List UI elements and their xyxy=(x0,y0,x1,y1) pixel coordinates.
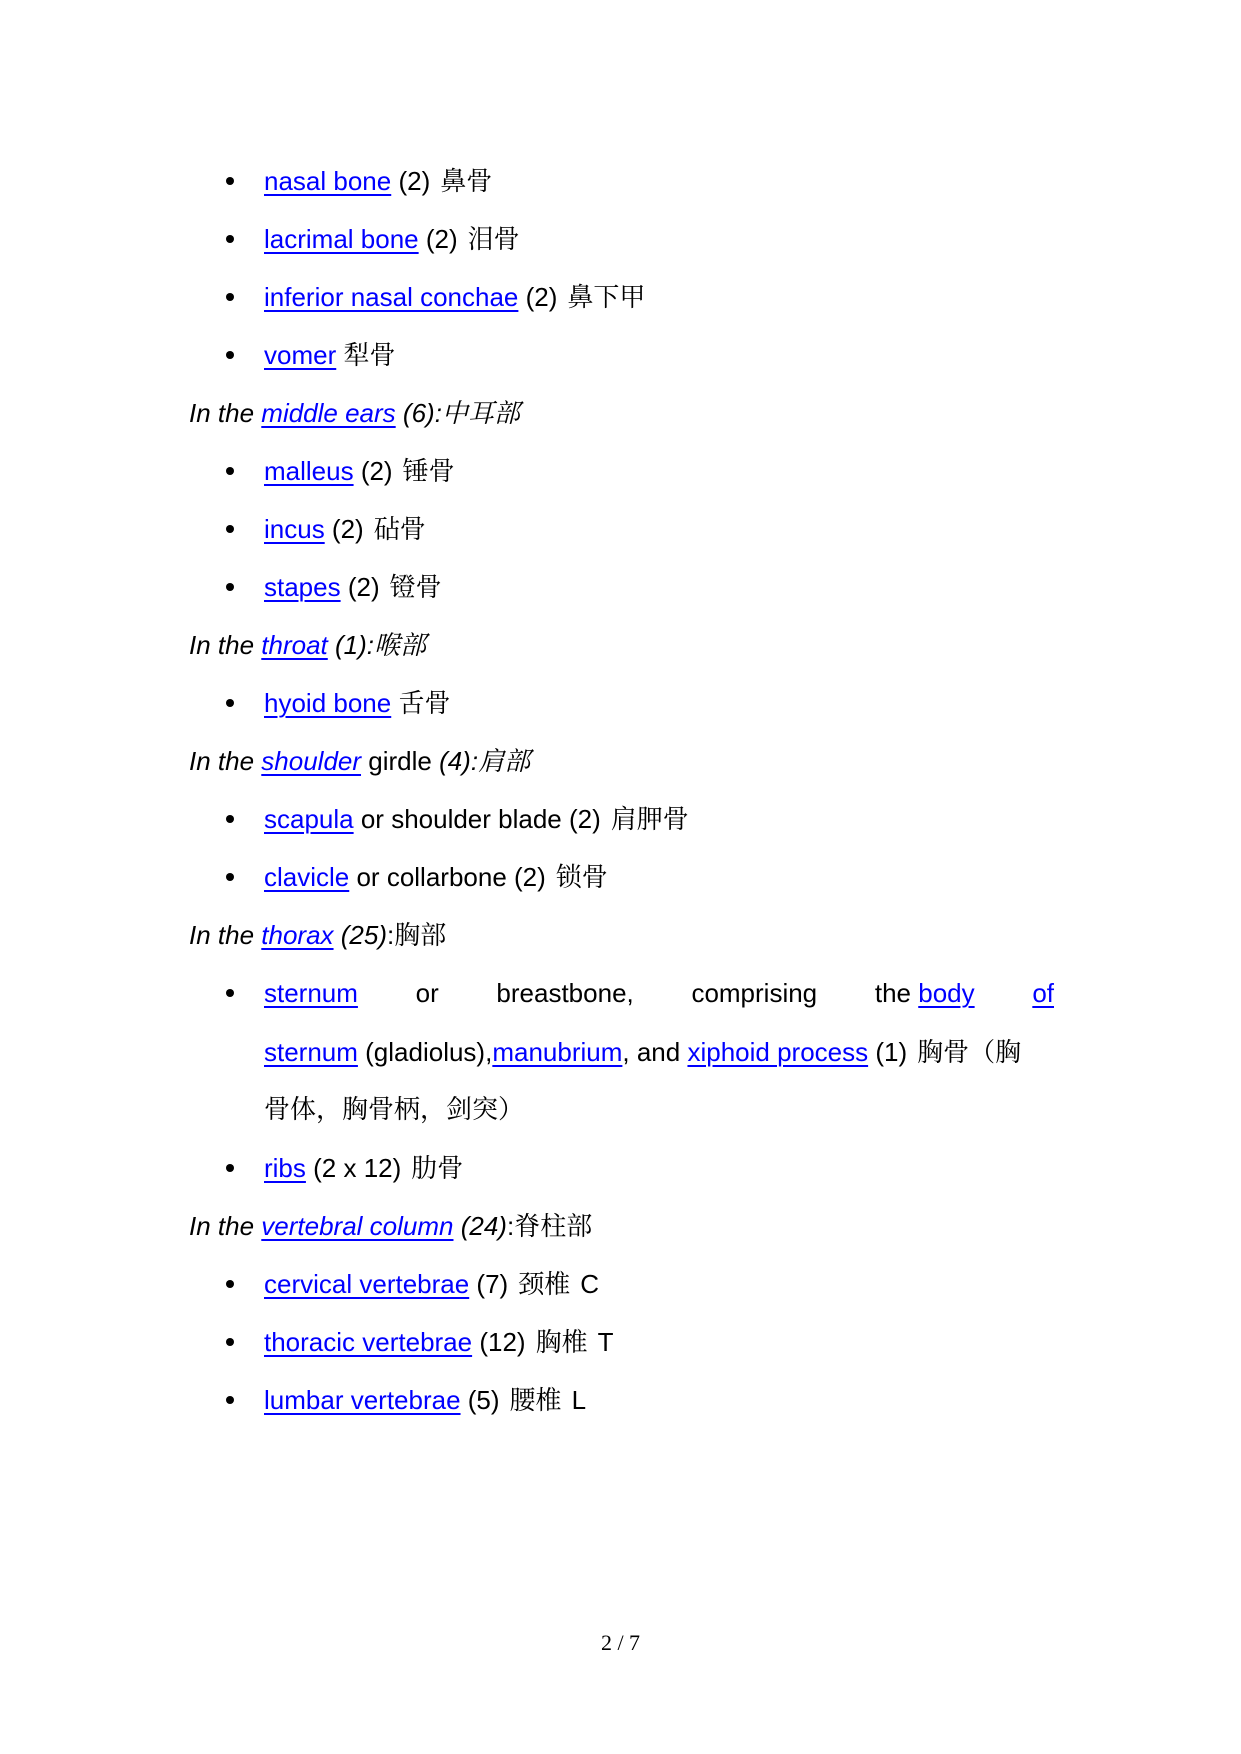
link-incus[interactable]: incus xyxy=(264,514,325,544)
heading-prefix: In the xyxy=(189,630,262,660)
item-chinese: 犁骨 xyxy=(343,341,396,371)
section-heading-throat xyxy=(189,628,426,663)
item-count: (5) xyxy=(460,1385,500,1415)
link-of[interactable]: of xyxy=(1032,978,1054,1008)
link-sternum-2[interactable]: sternum xyxy=(264,1037,358,1067)
link-stapes[interactable]: stapes xyxy=(264,572,341,602)
heading-chinese: 肩部 xyxy=(478,747,531,777)
bullet xyxy=(226,1396,234,1404)
item-abbr: T xyxy=(597,1327,614,1357)
item-count: (7) xyxy=(469,1269,509,1299)
page-number: 2 / 7 xyxy=(600,1630,641,1655)
link-body[interactable]: body xyxy=(918,978,975,1008)
list-item xyxy=(264,802,689,837)
item-count: (2) xyxy=(418,224,458,254)
link-inferior-nasal-conchae[interactable]: inferior nasal conchae xyxy=(264,282,519,312)
item-description: or shoulder blade (2) xyxy=(353,804,601,834)
list-item xyxy=(264,570,442,605)
heading-chinese: 中耳部 xyxy=(441,399,520,429)
list-item xyxy=(264,1151,463,1186)
link-vertebral-column[interactable]: vertebral column xyxy=(261,1211,454,1241)
word-the: the xyxy=(874,978,911,1008)
list-item xyxy=(264,860,608,895)
item-abbr: L xyxy=(571,1385,587,1415)
bullet xyxy=(226,177,234,185)
bullet xyxy=(226,583,234,591)
item-chinese: 肋骨 xyxy=(411,1154,464,1184)
link-nasal-bone[interactable]: nasal bone xyxy=(264,166,392,196)
item-count: (12) xyxy=(472,1327,526,1357)
heading-count: (1): xyxy=(327,630,375,660)
link-manubrium[interactable]: manubrium xyxy=(492,1037,623,1067)
item-chinese: 鼻骨 xyxy=(440,167,493,197)
heading-count: (25) xyxy=(333,920,388,950)
list-item xyxy=(264,164,492,199)
heading-girdle: girdle xyxy=(361,746,440,776)
bullet xyxy=(226,351,234,359)
sternum-continuation-2 xyxy=(264,1092,524,1127)
bullet xyxy=(226,699,234,707)
section-heading-shoulder xyxy=(189,744,530,779)
link-hyoid-bone[interactable]: hyoid bone xyxy=(264,688,392,718)
sternum-continuation xyxy=(264,1035,1021,1070)
link-cervical-vertebrae[interactable]: cervical vertebrae xyxy=(264,1269,470,1299)
item-abbr: C xyxy=(580,1269,599,1299)
heading-chinese: 胸部 xyxy=(394,921,447,951)
bullet xyxy=(226,235,234,243)
item-chinese: 泪骨 xyxy=(467,225,520,255)
list-item xyxy=(264,338,396,373)
link-sternum[interactable]: sternum xyxy=(264,978,358,1008)
heading-chinese: 脊柱部 xyxy=(514,1212,593,1242)
item-chinese: 锁骨 xyxy=(555,863,608,893)
bullet xyxy=(226,467,234,475)
bullet xyxy=(226,815,234,823)
heading-prefix: In the xyxy=(189,920,262,950)
item-count: (2) xyxy=(353,456,393,486)
item-chinese: 锤骨 xyxy=(402,457,455,487)
heading-prefix: In the xyxy=(189,746,262,776)
heading-chinese: 喉部 xyxy=(374,631,427,661)
list-item xyxy=(264,222,520,257)
link-throat[interactable]: throat xyxy=(261,630,328,660)
heading-colon: : xyxy=(506,1211,515,1241)
item-chinese: 颈椎 xyxy=(518,1270,571,1300)
link-shoulder[interactable]: shoulder xyxy=(261,746,362,776)
list-item xyxy=(264,1325,613,1360)
link-lumbar-vertebrae[interactable]: lumbar vertebrae xyxy=(264,1385,461,1415)
section-heading-thorax xyxy=(189,918,446,953)
item-count: (2) xyxy=(518,282,558,312)
heading-colon: : xyxy=(387,920,395,950)
link-lacrimal-bone[interactable]: lacrimal bone xyxy=(264,224,419,254)
bullet xyxy=(226,293,234,301)
link-xiphoid-process[interactable]: xiphoid process xyxy=(687,1037,869,1067)
bullet xyxy=(226,525,234,533)
word-or: or xyxy=(415,978,439,1008)
item-chinese: 舌骨 xyxy=(398,689,451,719)
word-breastbone: breastbone, xyxy=(496,978,634,1008)
item-chinese: 鼻下甲 xyxy=(567,283,646,313)
item-chinese-cont: 骨体，胸骨柄，剑突） xyxy=(264,1095,525,1125)
bullet xyxy=(226,1164,234,1172)
section-heading-middle-ears xyxy=(189,396,520,431)
link-clavicle[interactable]: clavicle xyxy=(264,862,350,892)
item-description: or collarbone (2) xyxy=(349,862,546,892)
item-count: (2) xyxy=(340,572,380,602)
bullet xyxy=(226,1280,234,1288)
section-heading-vertebral-column xyxy=(189,1209,592,1244)
list-item xyxy=(264,280,645,315)
link-middle-ears[interactable]: middle ears xyxy=(261,398,396,428)
heading-count: (6): xyxy=(395,398,442,428)
gladiolus-text: (gladiolus), xyxy=(357,1037,493,1067)
bullet xyxy=(226,989,234,997)
item-chinese: 胸骨（胸 xyxy=(917,1038,1022,1068)
link-ribs[interactable]: ribs xyxy=(264,1153,306,1183)
link-thoracic-vertebrae[interactable]: thoracic vertebrae xyxy=(264,1327,473,1357)
item-count: (2) xyxy=(391,166,431,196)
heading-count: (24) xyxy=(453,1211,507,1241)
bullet xyxy=(226,1338,234,1346)
list-item xyxy=(264,454,455,489)
bullet xyxy=(226,873,234,881)
and-text: , and xyxy=(622,1037,688,1067)
list-item-sternum xyxy=(264,976,1054,1010)
list-item xyxy=(264,1383,586,1418)
heading-count: (4): xyxy=(439,746,479,776)
link-scapula[interactable]: scapula xyxy=(264,804,354,834)
item-chinese: 肩胛骨 xyxy=(610,805,689,835)
item-count: (2) xyxy=(324,514,364,544)
item-count: (1) xyxy=(868,1037,908,1067)
heading-prefix: In the xyxy=(189,1211,262,1241)
item-count: (2 x 12) xyxy=(305,1153,402,1183)
link-thorax[interactable]: thorax xyxy=(261,920,334,950)
word-comprising: comprising xyxy=(691,978,818,1008)
item-chinese: 腰椎 xyxy=(509,1386,562,1416)
list-item xyxy=(264,686,450,721)
list-item xyxy=(264,512,426,547)
link-vomer[interactable]: vomer xyxy=(264,340,337,370)
list-item xyxy=(264,1267,599,1302)
item-chinese: 砧骨 xyxy=(373,515,426,545)
item-chinese: 胸椎 xyxy=(535,1328,588,1358)
link-malleus[interactable]: malleus xyxy=(264,456,354,486)
heading-prefix: In the xyxy=(189,398,262,428)
item-chinese: 镫骨 xyxy=(389,573,442,603)
